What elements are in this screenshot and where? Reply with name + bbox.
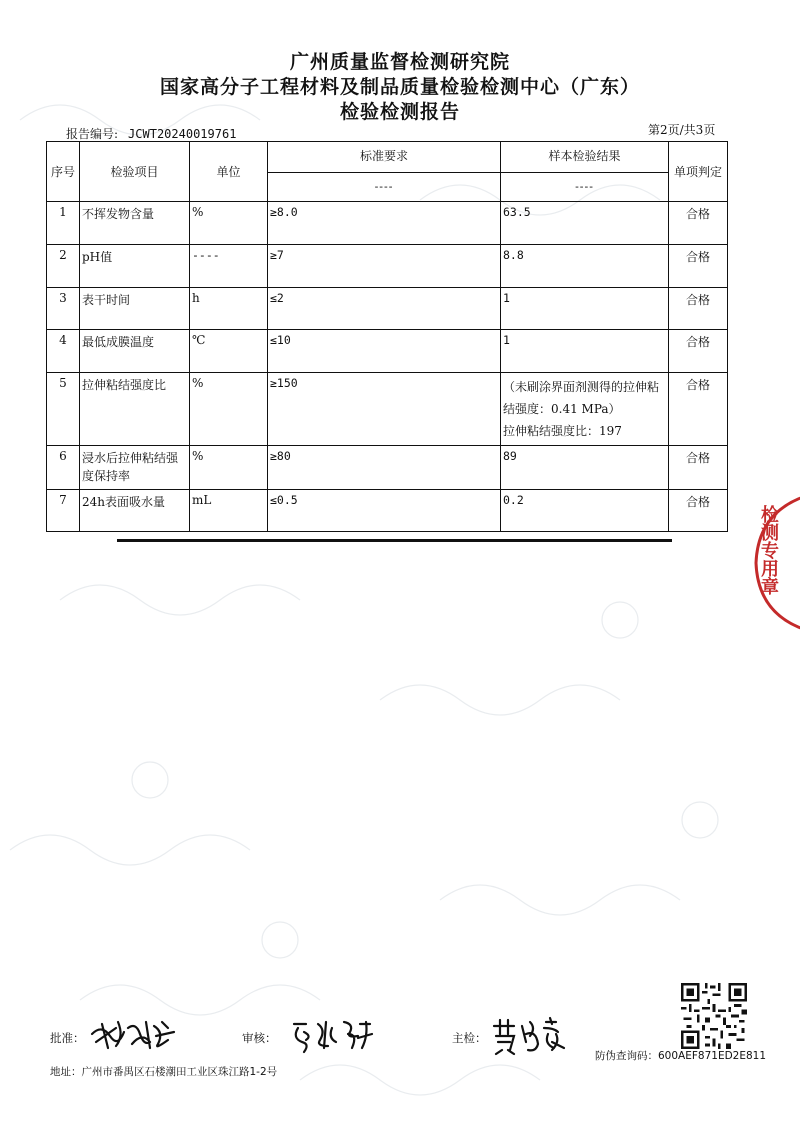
report-number-label: 报告编号: <box>66 127 119 141</box>
row-standard: ≥80 <box>268 446 501 490</box>
row-judgement: 合格 <box>669 373 728 446</box>
row-result: 1 <box>501 288 669 330</box>
table-row <box>47 330 728 373</box>
row-item: 最低成膜温度 <box>80 330 190 373</box>
row-unit: % <box>190 446 268 490</box>
table-row <box>47 373 728 446</box>
row-result-line: （未刷涂界面剂测得的拉伸粘 <box>503 380 660 394</box>
verification-qr-code <box>681 983 747 1049</box>
row-item: 浸水后拉伸粘结强度保持率 <box>80 446 190 490</box>
verification-code <box>595 1048 766 1063</box>
table-row <box>47 288 728 330</box>
row-standard: ≤10 <box>268 330 501 373</box>
review-signature <box>288 1014 378 1054</box>
header-seq: 序号 <box>47 142 80 202</box>
row-seq: 5 <box>47 373 80 446</box>
row-unit: mL <box>190 490 268 532</box>
row-judgement: 合格 <box>669 202 728 245</box>
row-seq: 7 <box>47 490 80 532</box>
row-standard: ≥8.0 <box>268 202 501 245</box>
row-seq: 4 <box>47 330 80 373</box>
header-unit: 单位 <box>190 142 268 202</box>
row-standard: ≥7 <box>268 245 501 288</box>
row-standard: ≥150 <box>268 373 501 446</box>
row-seq: 3 <box>47 288 80 330</box>
chief-label: 主检： <box>452 1031 487 1045</box>
row-result: 1 <box>501 330 669 373</box>
row-result-line: 拉伸粘结强度比：197 <box>503 424 622 438</box>
row-unit: ---- <box>190 245 268 288</box>
row-judgement: 合格 <box>669 288 728 330</box>
header-standard-sub: ---- <box>374 179 394 193</box>
lab-address <box>50 1064 277 1079</box>
table-row <box>47 245 728 288</box>
row-judgement: 合格 <box>669 446 728 490</box>
row-unit: h <box>190 288 268 330</box>
row-standard: ≤2 <box>268 288 501 330</box>
row-seq: 6 <box>47 446 80 490</box>
row-item: pH值 <box>80 245 190 288</box>
center-name: 国家高分子工程材料及制品质量检验检测中心（广东） <box>159 76 640 98</box>
header-item: 检验项目 <box>80 142 190 202</box>
row-item: 表干时间 <box>80 288 190 330</box>
row-judgement: 合格 <box>669 330 728 373</box>
approve-signature <box>88 1014 178 1054</box>
table-end-rule <box>117 539 672 542</box>
row-result: 0.2 <box>501 490 669 532</box>
row-item: 拉伸粘结强度比 <box>80 373 190 446</box>
approve-label: 批准： <box>50 1031 85 1045</box>
seal-stamp-text: 检测专用章 <box>758 505 779 595</box>
row-result <box>501 373 669 446</box>
row-item: 24h表面吸水量 <box>80 490 190 532</box>
row-unit: % <box>190 373 268 446</box>
header-standard-label: 标准要求 <box>268 143 500 173</box>
row-judgement: 合格 <box>669 245 728 288</box>
row-seq: 2 <box>47 245 80 288</box>
header-result <box>501 142 669 202</box>
row-result: 89 <box>501 446 669 490</box>
header-judgement: 单项判定 <box>669 142 728 202</box>
row-result: 63.5 <box>501 202 669 245</box>
row-judgement: 合格 <box>669 490 728 532</box>
review-label: 审核： <box>242 1031 277 1045</box>
table-header-row <box>47 142 728 202</box>
results-table <box>46 141 728 532</box>
verification-code-label: 防伪查询码： <box>595 1050 658 1062</box>
chief-signature <box>490 1014 570 1056</box>
institute-name: 广州质量监督检测研究院 <box>289 51 510 73</box>
table-row <box>47 490 728 532</box>
header-result-label: 样本检验结果 <box>501 143 668 173</box>
page-info: 第2页/共3页 <box>648 123 716 137</box>
table-row <box>47 446 728 490</box>
address-label: 地址： <box>50 1066 82 1078</box>
report-number <box>66 125 236 142</box>
row-unit: % <box>190 202 268 245</box>
address-value: 广州市番禺区石楼潮田工业区珠江路1-2号 <box>81 1066 278 1078</box>
report-number-value: JCWT20240019761 <box>128 127 237 141</box>
verification-code-value: 600AEF871ED2E811 <box>658 1050 767 1062</box>
row-result: 8.8 <box>501 245 669 288</box>
row-item: 不挥发物含量 <box>80 202 190 245</box>
header-result-sub: ---- <box>575 179 594 193</box>
report-header <box>0 50 800 125</box>
row-standard: ≤0.5 <box>268 490 501 532</box>
table-row <box>47 202 728 245</box>
report-title: 检验检测报告 <box>339 101 460 123</box>
header-standard <box>268 142 501 202</box>
row-result-line: 结强度：0.41 MPa） <box>503 402 621 416</box>
row-unit: ℃ <box>190 330 268 373</box>
row-seq: 1 <box>47 202 80 245</box>
